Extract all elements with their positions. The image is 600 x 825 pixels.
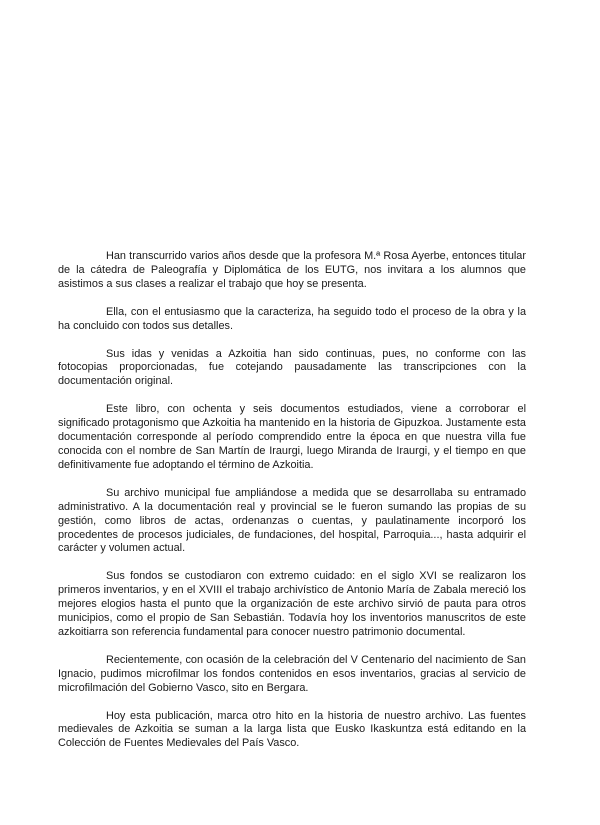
paragraph-3: Sus idas y venidas a Azkoitia han sido continuas, pues, no conforme con las fotocopias proporcionadas, fue cotejando pausadamente las transcripciones con la documentación original. — [58, 347, 526, 388]
paragraph-8: Hoy esta publicación, marca otro hito en la historia de nuestro archivo. Las fuentes medievales de Azkoitia se suman a la larga lista que Eusko Ikaskuntza está editando en la Colección de Fuentes Medievales del País Vasco. — [58, 709, 526, 750]
paragraph-4: Este libro, con ochenta y seis documentos estudiados, viene a corroborar el significado protagonismo que Azkoitia ha mantenido en la historia de Gipuzkoa. Justamente esta documentación corresponde al período comprendido entre la época en que nuestra villa fue conocida con el nombre de San Martín de Iraurgi, luego Miranda de Iraurgi, y el tiempo en que definitivamente fue adoptando el término de Azkoitia. — [58, 403, 526, 471]
paragraph-5: Su archivo municipal fue ampliándose a medida que se desarrollaba su entramado administrativo. A la documentación real y provincial se le fueron sumando las propias de su gestión, como libros de actas, ordenanzas o cuentas, y paulatinamente incorporó los procedentes de procesos judiciales, de fundaciones, del hospital, Parroquia..., hasta adquirir el carácter y volumen actual. — [58, 486, 526, 555]
paragraph-7: Recientemente, con ocasión de la celebración del V Centenario del nacimiento de San Ignacio, pudimos microfilmar los fondos contenidos en esos inventarios, gracias al servicio de microfilmación del Gobierno Vasco, sito en Bergara. — [58, 653, 526, 694]
paragraph-6: Sus fondos se custodiaron con extremo cuidado: en el siglo XVI se realizaron los primeros inventarios, y en el XVIII el trabajo archivístico de Antonio María de Zabala mereció los mejores elogios hasta el punto que la organización de este archivo sirvió de pauta para otros municipios, como el propio de San Sebastián. Todavía hoy los inventorios manuscritos de este azkoitiarra son referencia fundamental para conocer nuestro patrimonio documental. — [58, 570, 526, 638]
paragraph-2: Ella, con el entusiasmo que la caracteriza, ha seguido todo el proceso de la obra y la ha concluido con todos sus detalles. — [58, 305, 526, 332]
paragraph-1: Han transcurrido varios años desde que la profesora M.ª Rosa Ayerbe, entonces titular de la cátedra de Paleografía y Diplomática de los EUTG, nos invitara a los alumnos que asistimos a sus clases a realizar el trabajo que hoy se presenta. — [58, 250, 526, 290]
document-body — [58, 250, 526, 765]
